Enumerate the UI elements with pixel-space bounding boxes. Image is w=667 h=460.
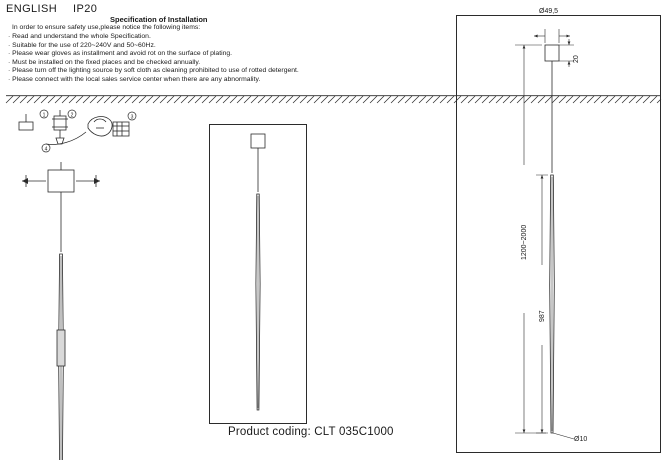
center-fixture-drawing: [209, 124, 307, 424]
callout-3-label: 3: [130, 114, 134, 121]
callout-4-label: 4: [44, 146, 48, 153]
spec-item: · Must be installed on the fixed places and be checked annually.: [8, 58, 201, 66]
spec-item: · Please turn off the lighting source by soft cloth as cleaning prohibited to use of rotted detergent.: [8, 67, 299, 75]
dim-top-diameter-label: Ø49,5: [539, 8, 559, 15]
spec-item: · Please connect with the local sales service center when there are any abnormality.: [8, 75, 261, 83]
spec-item: · Suitable for the use of 220~240V and 50~60Hz.: [8, 41, 156, 49]
callout-1-label: 1: [42, 112, 46, 119]
spec-item-list: [8, 33, 299, 85]
spec-title: Specification of Installation: [110, 15, 208, 24]
spec-item: · Read and understand the whole Specification.: [8, 33, 151, 40]
dim-suspension-range-label: 1200~2000: [521, 224, 528, 260]
dim-bottom-diameter-label: Ø10: [574, 436, 588, 443]
installation-diagram: [0, 104, 200, 444]
spec-item: · Please wear gloves as installment and avoid rot on the surface of plating.: [8, 50, 233, 58]
callout-2-label: 2: [70, 112, 74, 119]
dim-body-length-label: 987: [539, 310, 546, 322]
ip-rating-label: IP20: [73, 3, 98, 15]
dimension-drawing: [456, 15, 661, 453]
product-coding-label: Product coding: CLT 035C1000: [228, 426, 394, 438]
language-label: ENGLISH: [6, 3, 58, 15]
dim-canopy-height-label: 20: [573, 55, 580, 63]
spec-intro: In order to ensure safety use,please notice the following items:: [12, 24, 201, 31]
